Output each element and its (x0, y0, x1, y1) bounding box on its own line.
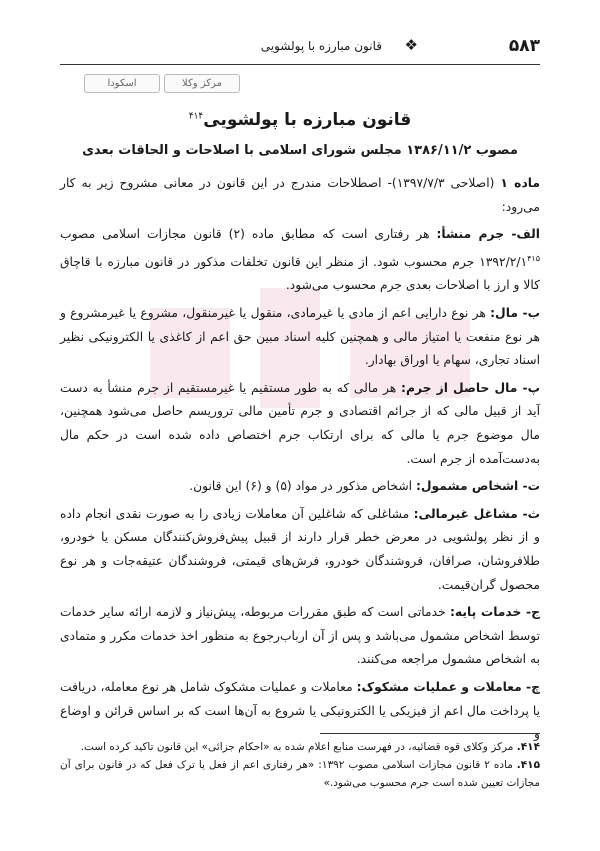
clause-be (60, 302, 540, 373)
footnote-number: ۴۱۴. (516, 741, 540, 753)
article-label: ماده ۱ (500, 176, 540, 190)
footnote-text: مرکز وکلای قوه قضائیه، در فهرست منابع اعلام شده به «احکام جزائی» این قانون تاکید کرده است. (80, 741, 517, 753)
clause-pe (60, 377, 540, 471)
clause-label: ب- مال: (490, 306, 541, 321)
source-tags (84, 74, 240, 93)
law-body (60, 172, 540, 751)
footnote-text: ماده ۲ قانون مجازات اسلامی مصوب ۱۳۹۲: «هر رفتاری اعم از فعل یا ترک فعل که در قانون برای آن مجازات تعیین شده است جرم محسوب می‌شود.» (60, 759, 540, 789)
page-number: ۵۸۳ (508, 36, 540, 56)
clause-text: اشخاص مذکور در مواد (۵) و (۶) این قانون. (189, 479, 416, 494)
running-title: قانون مبارزه با پولشویی (260, 39, 382, 53)
clause-label: پ- مال حاصل از جرم: (401, 380, 540, 395)
clause-te (60, 475, 540, 499)
clause-text: جرم محسوب شود. از منظر این قانون تخلفات مذکور در قانون مبارزه با قاچاق کالا و ارز با اصلاحات بعدی جرم محسوب می‌شود. (60, 254, 540, 293)
footnote (60, 756, 540, 792)
footnote-ref: ۴۱۵ (527, 253, 540, 263)
diamond-ornament-icon: ❖ (404, 36, 418, 54)
clause-text: هر مالی که به طور مستقیم یا غیرمستقیم از جرم منشأ به دست آید از قبیل مالی که از جرائم اقتصادی و جرم تأمین مالی تروریسم حاصل می‌شود همچنین، مال موضوع جرم یا مالی که برای ارتکاب جرم اختصاص داده شده است در حکم مال به‌دست‌آمده از جرم است. (60, 380, 540, 466)
clause-label: الف- جرم منشأ: (436, 227, 541, 242)
clause-text: هر رفتاری است که مطابق ماده (۲) قانون مجازات اسلامی مصوب ۱۳۹۲/۲/۱ (60, 227, 528, 269)
clause-text: هر نوع دارایی اعم از مادی یا غیرمادی، منقول یا غیرمنقول، مشروع یا غیرمشروع و هر نوع منفعت یا امتیاز مالی و همچنین کلیه اسناد مبین حق اعم از کاغذی یا الکترونیکی نظیر اسناد تجاری، سهام یا اوراق بهادار. (60, 306, 540, 368)
clause-text: معاملات و عملیات مشکوک شامل هر نوع معامله، دریافت یا پرداخت مال اعم از فیزیکی یا الکترونیکی یا شروع به آن‌ها است که بر اساس قرائن و اوضاع و (60, 679, 540, 742)
footnote-number: ۴۱۵. (516, 759, 540, 771)
article-text: (اصلاحی ۱۳۹۷/۷/۳)- اصطلاحات مندرج در این قانون در معانی مشروح زیر به کار می‌رود: (60, 176, 540, 214)
tag-skoda: اسکودا (84, 74, 160, 93)
clause-label: ت- اشخاص مشمول: (415, 479, 540, 494)
article-1 (60, 172, 540, 219)
footnote (60, 738, 540, 756)
title-footnote-ref: ۴۱۴ (188, 111, 204, 122)
clause-alef (60, 223, 540, 298)
clause-text: خدماتی است که طبق مقررات مربوطه، پیش‌نیاز و لازمه ارائه سایر خدمات توسط اشخاص مشمول می‌باشد و پس از آن ارباب‌رجوع به منظور اخذ خدمات مکرر و متمادی به اشخاص مشمول مراجعه می‌کنند. (60, 605, 540, 667)
clause-label: چ- معاملات و عملیات مشکوک: (356, 679, 540, 694)
clause-label: ث- مشاغل غیرمالی: (413, 506, 540, 521)
clause-text: مشاغلی که شاغلین آن معاملات زیادی را به صورت نقدی انجام داده و از نظر پولشویی در معرض خطر قرار دارند از قبیل پیش‌فروش‌کنندگان مسکن یا خودرو، طلافروشان، صرافان، فروشندگان خودرو، فرش‌های قیمتی، فروشندگان عتیقه‌جات و هر نوع محصول گران‌قیمت. (60, 506, 540, 592)
header-divider (60, 64, 540, 65)
tag-markaz-vokala: مرکز وکلا (164, 74, 240, 93)
law-subtitle: مصوب ۱۳۸۶/۱۱/۲ مجلس شورای اسلامی با اصلاحات و الحاقات بعدی (82, 143, 518, 158)
clause-label: ج- خدمات پایه: (449, 605, 540, 620)
law-title: قانون مبارزه با پولشویی$^{۴۱۴}$ (188, 110, 412, 130)
clause-che (60, 676, 540, 747)
clause-se (60, 503, 540, 597)
page-header (60, 34, 540, 60)
footnotes (60, 738, 540, 792)
clause-jim (60, 601, 540, 672)
footnote-divider (320, 733, 540, 734)
